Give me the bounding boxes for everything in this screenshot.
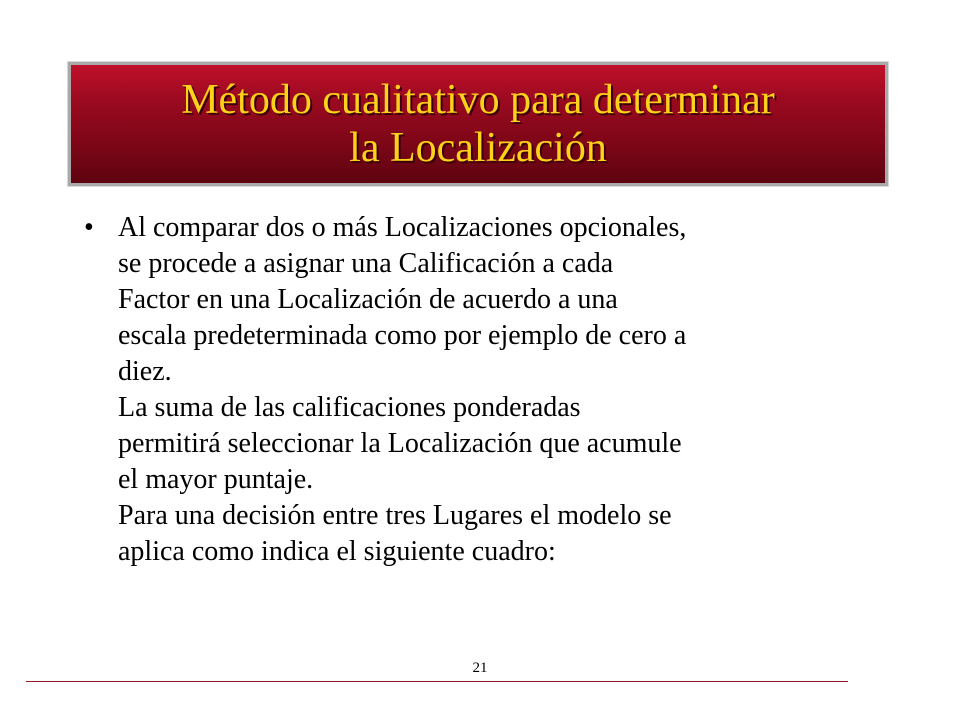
body-line: diez.: [118, 356, 172, 387]
body-line: permitirá seleccionar la Localización que acumule: [118, 428, 682, 459]
body-line: Para una decisión entre tres Lugares el modelo se: [118, 500, 672, 531]
page-number: 21: [472, 660, 488, 676]
bullet-text: [118, 210, 880, 570]
title-line-1: Método cualitativo para determinar: [181, 77, 775, 123]
body-line: Al comparar dos o más Localizaciones opcionales,: [118, 212, 687, 243]
title-banner: [68, 62, 888, 186]
body-line: escala predeterminada como por ejemplo de cero a: [118, 320, 687, 351]
body-line: el mayor puntaje.: [118, 464, 314, 495]
title-line-2: la Localización: [349, 125, 607, 171]
body-line: Factor en una Localización de acuerdo a una: [118, 284, 618, 315]
footer-divider: [26, 681, 848, 682]
bullet-item: [80, 210, 880, 570]
body-line: La suma de las calificaciones ponderadas: [118, 392, 581, 423]
bullet-list: [80, 210, 880, 570]
bullet-icon: •: [84, 212, 94, 243]
body-line: aplica como indica el siguiente cuadro:: [118, 536, 556, 567]
body-line: se procede a asignar una Calificación a cada: [118, 248, 614, 279]
